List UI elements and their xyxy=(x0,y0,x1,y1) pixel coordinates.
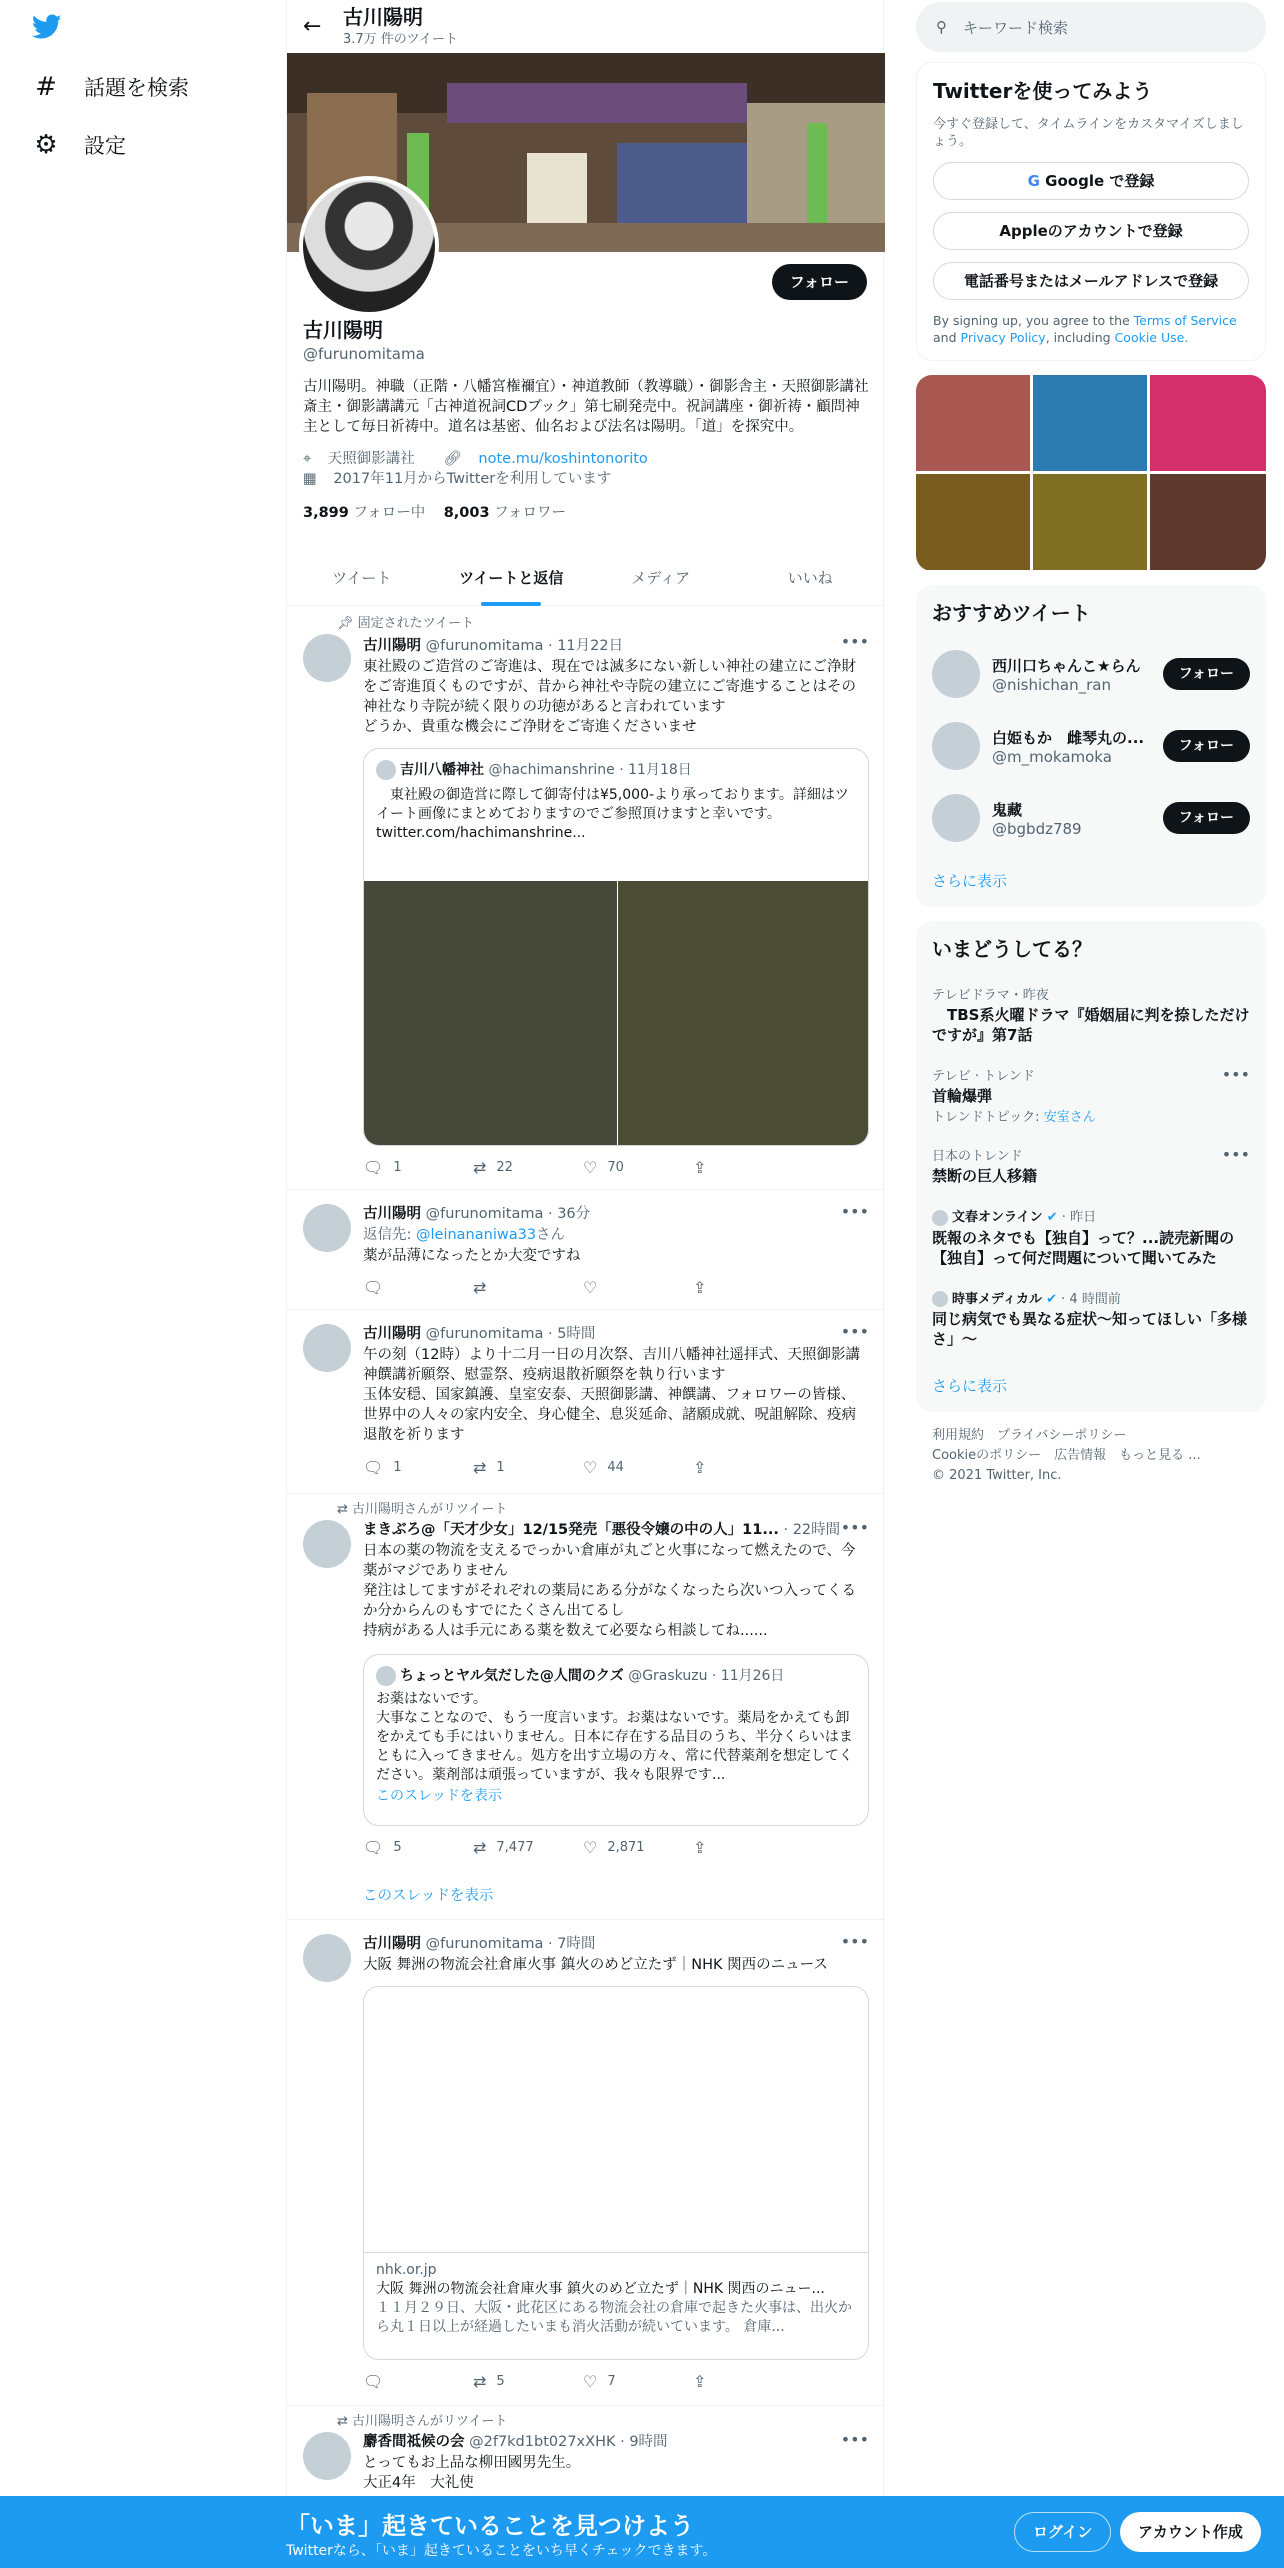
tweet-link-card[interactable]: ••• 古川陽明 @furunomitama · 7時間 大阪 舞洲の物流会社倉庫火事 鎮火のめど立たず｜NHK 関西のニュース nhk.or.jp 大阪 舞洲の物流会社倉庫火事 鎮火のめど立たず｜NHK 関西のニュー... １１月２９日、大阪・此花区にある物流会社の倉庫で起きた火事は、出火から丸１日以上が経過したいまも消火活動が続いています。 倉庫... 🗨︎ ⇄ 5 ♡ 7 ⇪ xyxy=(287,1920,885,2406)
following-link[interactable]: 3,899 フォロー中 xyxy=(303,505,426,521)
avatar xyxy=(932,722,980,770)
suggested-box xyxy=(916,585,1266,907)
google-signup-button[interactable]: G Google で登録 xyxy=(933,162,1249,200)
quoted-tweet[interactable] xyxy=(363,1654,869,1826)
retweet-icon: ⇄ xyxy=(337,2414,353,2429)
follow-button[interactable]: フォロー xyxy=(772,264,867,300)
share-button[interactable] xyxy=(693,1158,803,1177)
reply-icon: 🗨︎ xyxy=(363,1838,384,1857)
retweet-button[interactable]: ⇄ 22 xyxy=(473,1158,513,1177)
avatar[interactable] xyxy=(303,1934,351,1982)
tweet-text: とってもお上品な柳田國男先生。 大正4年 大礼使 xyxy=(363,2455,581,2491)
card-domain: nhk.or.jp xyxy=(376,2262,437,2278)
pin-icon: 📌︎ xyxy=(337,616,358,631)
search-input[interactable]: ⚲ キーワード検索 xyxy=(916,2,1266,52)
heart-icon: ♡ xyxy=(583,2372,598,2391)
photo-tile[interactable] xyxy=(1150,375,1266,471)
tweet-header: 古川陽明 @furunomitama · 11月22日 xyxy=(363,638,624,654)
tweet-actions xyxy=(363,1458,803,1477)
reply-button[interactable]: 🗨︎ 5 xyxy=(363,1838,402,1857)
follow-stats xyxy=(303,501,869,522)
tweet-actions xyxy=(363,2372,803,2391)
verified-icon: ✔ xyxy=(1046,1291,1058,1307)
tweet-text: 日本の薬の物流を支えるでっかい倉庫が丸ごと火事になって燃えたので、今薬がマジでありません 発注はしてますがそれぞれの薬局にある分がなくなったら次いつ入ってくるか分からんのもすでにたくさん出てるし 持病がある人は手元にある薬を数えて必要なら相談してね...... xyxy=(363,1543,856,1639)
reply-icon: 🗨︎ xyxy=(363,1458,384,1477)
gear-icon: ⚙ xyxy=(34,130,58,160)
profile-handle: @furunomitama xyxy=(303,345,425,363)
signup-button[interactable]: アカウント作成 xyxy=(1120,2512,1261,2552)
retweet-button[interactable]: ⇄ 5 xyxy=(473,2372,505,2391)
reply-button[interactable]: 🗨︎ 1 xyxy=(363,1458,402,1477)
nav-explore[interactable]: # 話題を検索 xyxy=(0,58,286,116)
retweet-icon: ⇄ xyxy=(337,1502,353,1517)
more-icon[interactable]: ••• xyxy=(840,1932,869,1951)
avatar xyxy=(376,1666,396,1686)
tweet-actions xyxy=(363,1278,803,1297)
show-thread-link[interactable]: このスレッドを表示 xyxy=(363,1888,494,1904)
tweet-retweeted[interactable]: ⇄ 古川陽明さんがリツイート ••• まきぶろ@「天才少女」12/15発売「悪役令嬢の中の人」11... · 22時間 日本の薬の物流を支えるでっかい倉庫が丸ごと火事になって燃えたので、今薬がマジでありません 発注はしてますがそれぞれの薬局にある分がなくなったら次いつ入ってくるか分からんのもすでにたくさん出てるし 持病がある人は手元にある薬を数えて必要なら相談してね...... ちょっとヤル気だした@人間のクズ @Graskuzu · 11月26日 お薬はないです。 大事なことなので、もう一度言います。お薬はないです。薬局をかえても卸をかえても手にはいりません。日本に存在する品目のうち、半分くらいはまともに入ってきません。処方を出す立場の方々、常に代替薬剤を想定してください。薬剤部は頑張っていますが、我々も限界です... このスレッドを表示 🗨︎ 5 ⇄ 7,477 ♡ 2,871 ⇪ このスレッドを表示 xyxy=(287,1494,885,1920)
main-column xyxy=(286,0,884,2568)
avatar xyxy=(932,1210,948,1226)
photo-tile[interactable] xyxy=(1033,474,1147,570)
trends-title: いまどうしてる？ xyxy=(932,937,1092,961)
more-icon[interactable]: ••• xyxy=(1221,1065,1250,1084)
like-button[interactable]: ♡ 2,871 xyxy=(583,1838,645,1857)
quote-image-2[interactable] xyxy=(618,881,869,1146)
link-card[interactable] xyxy=(363,1986,869,2360)
profile-meta xyxy=(303,449,869,489)
share-button[interactable] xyxy=(693,1278,803,1297)
reply-button[interactable] xyxy=(363,2372,473,2391)
quote-image-1[interactable] xyxy=(364,881,617,1146)
hashtag-icon: # xyxy=(35,72,57,102)
suggested-user[interactable]: 西川口ちゃんこ★らん @nishichan_ran フォロー xyxy=(916,638,1266,710)
heart-icon: ♡ xyxy=(583,1278,598,1297)
reply-context: 返信先: @leinananiwa33さん xyxy=(363,1227,566,1243)
retweet-icon: ⇄ xyxy=(473,2372,487,2391)
joined-date: ▦ 2017年11月からTwitterを利用しています xyxy=(303,471,612,487)
photo-grid[interactable] xyxy=(916,375,1266,571)
location: ⌖ 天照御影講社 xyxy=(303,451,415,467)
profile-link[interactable]: 🔗︎ note.mu/koshintonorito xyxy=(443,451,648,467)
avatar xyxy=(932,1291,948,1307)
avatar[interactable] xyxy=(303,1324,351,1372)
retweet-button[interactable]: ⇄ 7,477 xyxy=(473,1838,534,1857)
header-name: 古川陽明 xyxy=(343,5,423,29)
heart-icon: ♡ xyxy=(583,1838,598,1857)
avatar[interactable] xyxy=(303,2432,351,2480)
suggested-title: おすすめツイート xyxy=(932,601,1091,625)
photo-tile[interactable] xyxy=(1150,474,1266,570)
reply-icon: 🗨︎ xyxy=(363,1278,384,1297)
tweet-retweeted[interactable]: ⇄ 古川陽明さんがリツイート ••• 麝香間祗候の会 @2f7kd1bt027xXHK · 9時間 とってもお上品な柳田國男先生。 大正4年 大礼使 xyxy=(287,2406,885,2496)
like-button[interactable]: ♡ 70 xyxy=(583,1158,624,1177)
tweet-text: 大阪 舞洲の物流会社倉庫火事 鎮火のめど立たず｜NHK 関西のニュース xyxy=(363,1957,828,1973)
profile-bio: 古川陽明。神職（正階・八幡宮権禰宜）・神道教師（教導職）・御影舎主・天照御影講社斎主・御影講講元「古神道祝詞CDブック」第七刷発売中。祝詞講座・御祈祷・顧問神主として毎日祈祷中。道名は基密、仙名および法名は陽明。「道」を探究中。 xyxy=(303,379,869,435)
more-icon[interactable]: ••• xyxy=(840,2430,869,2449)
tab-tweets[interactable]: ツイート xyxy=(332,569,392,587)
more-icon[interactable]: ••• xyxy=(840,1518,869,1537)
photo-tile[interactable] xyxy=(916,474,1030,570)
reply-button[interactable]: 🗨︎ 1 xyxy=(363,1158,402,1177)
reply-icon: 🗨︎ xyxy=(363,2372,384,2391)
suggested-user[interactable]: 鬼藏 @bgbdz789 フォロー xyxy=(916,782,1266,854)
more-icon[interactable]: ••• xyxy=(840,1202,869,1221)
card-description: １１月２９日、大阪・此花区にある物流会社の倉庫で起きた火事は、出火から丸１日以上が経過したいまも消火活動が続いています。 倉庫... xyxy=(376,2300,852,2335)
phone-signup-button[interactable]: 電話番号またはメールアドレスで登録 xyxy=(933,262,1249,300)
signup-title: Twitterを使ってみよう xyxy=(933,79,1153,103)
retweeted-label: ⇄ 古川陽明さんがリツイート xyxy=(337,1502,508,1517)
profile-info xyxy=(303,314,869,522)
like-button[interactable] xyxy=(583,1278,693,1297)
tab-likes[interactable]: いいね xyxy=(787,569,833,587)
link-icon: 🔗︎ xyxy=(443,451,467,467)
news-item[interactable]: 文春オンライン ✔ · 昨日 既報のネタでも【独自】って？...読売新聞の【独自】って何だ問題について聞いてみた xyxy=(932,1210,1235,1267)
photo-tile[interactable] xyxy=(916,375,1030,471)
card-title: 大阪 舞洲の物流会社倉庫火事 鎮火のめど立たず｜NHK 関西のニュー... xyxy=(376,2281,825,2297)
login-button[interactable]: ログイン xyxy=(1014,2512,1111,2552)
quote-text: お薬はないです。 大事なことなので、もう一度言います。お薬はないです。薬局をかえても卸をかえても手にはいりません。日本に存在する品目のうち、半分くらいはまともに入ってきません。処方を出す立場の方々、常に代替薬剤を想定してください。薬剤部は頑張っていますが、我々も限界です... xyxy=(376,1691,853,1783)
retweet-icon: ⇄ xyxy=(473,1458,487,1477)
reply-button[interactable] xyxy=(363,1278,473,1297)
trend-item[interactable]: テレビ · トレンド 首輪爆弾 トレンドトピック: 安室さん ••• xyxy=(932,1065,1250,1125)
quote-header: 吉川八幡神社 @hachimanshrine · 11月18日 xyxy=(364,749,868,786)
share-icon: ⇪ xyxy=(693,1278,707,1297)
show-more-link[interactable]: さらに表示 xyxy=(932,872,1008,890)
pinned-label: 📌︎ 固定されたツイート xyxy=(337,616,474,631)
follow-button[interactable]: フォロー xyxy=(1163,658,1250,690)
tweet-item[interactable]: ••• 古川陽明 @furunomitama · 5時間 午の刻（12時）より十二月一日の月次祭、吉川八幡神社遥拝式、天照御影講神饌講祈願祭、慰霊祭、疫病退散祈願祭を執り行います 玉体安穏、国家鎮護、皇室安泰、天照御影講、神饌講、フォロワーの皆様、世界中の人々の家内安全、身心健全、息災延命、諸願成就、呪詛解除、疫病退散を祈ります 🗨︎ 1 ⇄ 1 ♡ 44 ⇪ xyxy=(287,1310,885,1494)
like-button[interactable]: ♡ 44 xyxy=(583,1458,624,1477)
tab-tweets-and-replies[interactable]: ツイートと返信 xyxy=(437,553,587,605)
retweeted-label: ⇄ 古川陽明さんがリツイート xyxy=(337,2414,508,2429)
profile-tabs xyxy=(287,553,885,606)
tweet-actions xyxy=(363,1158,803,1177)
profile-name: 古川陽明 xyxy=(303,318,383,342)
retweet-button[interactable]: ⇄ 1 xyxy=(473,1458,505,1477)
more-icon[interactable]: ••• xyxy=(1221,1145,1250,1164)
avatar xyxy=(932,794,980,842)
quote-header: ちょっとヤル気だした@人間のクズ @Graskuzu · 11月26日 xyxy=(376,1665,856,1686)
signup-banner xyxy=(0,2496,1284,2568)
header-tweet-count: 3.7万 件のツイート xyxy=(343,32,458,47)
avatar xyxy=(376,760,396,780)
heart-icon: ♡ xyxy=(583,1158,598,1177)
avatar xyxy=(932,650,980,698)
quoted-tweet[interactable] xyxy=(363,748,869,1146)
suggested-user[interactable]: 白姫もか 雌琴丸の... @m_mokamoka フォロー xyxy=(916,710,1266,782)
share-icon: ⇪ xyxy=(693,1458,707,1477)
calendar-icon: ▦ xyxy=(303,471,322,487)
trends-box xyxy=(916,921,1266,1412)
reply-icon: 🗨︎ xyxy=(363,1158,384,1177)
share-button[interactable] xyxy=(693,1838,803,1857)
follow-button[interactable]: フォロー xyxy=(1163,730,1250,762)
terms-text: By signing up, you agree to the Terms of Service and Privacy Policy, including Cookie Use. xyxy=(933,313,1237,345)
share-icon: ⇪ xyxy=(693,2372,707,2391)
right-sidebar xyxy=(916,0,1266,1500)
retweet-button[interactable] xyxy=(473,1278,583,1297)
more-icon[interactable]: ••• xyxy=(840,632,869,651)
footer-links: 利用規約 プライバシーポリシー Cookieのポリシー 広告情報 もっと見る ... © 2021 Twitter, Inc. xyxy=(932,1428,1201,1483)
tweet-text: 東社殿のご造営のご寄進は、現在では滅多にない新しい神社の建立にご浄財をご寄進頂くものですが、昔から神社や寺院の建立にご寄進することはその神社なり寺院が続く限りの功徳があると言われています どうか、貴重な機会にご浄財をご寄進くださいませ xyxy=(363,659,856,735)
search-icon: ⚲ xyxy=(936,18,947,36)
heart-icon: ♡ xyxy=(583,1458,598,1477)
left-nav xyxy=(0,0,286,174)
tab-media[interactable]: メディア xyxy=(631,569,691,587)
news-item[interactable]: 時事メディカル ✔ · 4 時間前 同じ病気でも異なる症状～知ってほしい「多様さ」～ xyxy=(932,1291,1248,1348)
nav-settings[interactable]: ⚙ 設定 xyxy=(0,116,286,174)
link-card-image xyxy=(364,1987,868,2253)
tweet-reply[interactable]: ••• 古川陽明 @furunomitama · 36分 返信先: @leinananiwa33さん 薬が品薄になったとか大変ですね 🗨︎ ⇄ ♡ ⇪ xyxy=(287,1190,885,1310)
retweet-icon: ⇄ xyxy=(473,1838,487,1857)
tweet-actions xyxy=(363,1838,803,1857)
tweet-text: 午の刻（12時）より十二月一日の月次祭、吉川八幡神社遥拝式、天照御影講神饌講祈願祭、慰霊祭、疫病退散祈願祭を執り行います 玉体安穏、国家鎮護、皇室安泰、天照御影講、神饌講、フォロワーの皆様、世界中の人々の家内安全、身心健全、息災延命、諸願成就、呪詛解除、疫病退散を祈ります xyxy=(363,1347,860,1443)
share-button[interactable] xyxy=(693,2372,803,2391)
retweet-icon: ⇄ xyxy=(473,1278,487,1297)
avatar[interactable] xyxy=(303,634,351,682)
avatar[interactable] xyxy=(303,1204,351,1252)
banner-subtitle: Twitterなら、「いま」起きていることをいち早くチェックできます。 xyxy=(286,2543,717,2559)
tweet-pinned[interactable] xyxy=(287,606,885,1190)
profile-header xyxy=(287,0,883,53)
location-pin-icon: ⌖ xyxy=(303,451,316,467)
share-icon: ⇪ xyxy=(693,1158,707,1177)
avatar[interactable] xyxy=(303,1520,351,1568)
like-button[interactable]: ♡ 7 xyxy=(583,2372,616,2391)
photo-tile[interactable] xyxy=(1033,375,1147,471)
apple-signup-button[interactable]: Appleのアカウントで登録 xyxy=(933,212,1249,250)
follow-button[interactable]: フォロー xyxy=(1163,802,1250,834)
signup-box: Twitterを使ってみよう 今すぐ登録して、タイムラインをカスタマイズしましょう。 G Google で登録 Appleのアカウントで登録 電話番号またはメールアドレスで登録 By signing up, you agree to the Terms of Service and Privacy Policy, including Cookie Use. xyxy=(916,62,1266,361)
more-icon[interactable]: ••• xyxy=(840,1322,869,1341)
trend-item[interactable]: 日本のトレンド 禁断の巨人移籍 ••• xyxy=(932,1145,1250,1185)
tweet-text: 薬が品薄になったとか大変ですね xyxy=(363,1248,581,1264)
profile-avatar[interactable] xyxy=(299,176,439,316)
share-icon: ⇪ xyxy=(693,1838,707,1857)
followers-link[interactable]: 8,003 フォロワー xyxy=(443,505,566,521)
share-button[interactable] xyxy=(693,1458,803,1477)
banner-title: 「いま」起きていることを見つけよう xyxy=(286,2512,694,2540)
twitter-logo-icon[interactable] xyxy=(0,0,286,58)
verified-icon: ✔ xyxy=(1046,1210,1058,1225)
show-more-link[interactable]: さらに表示 xyxy=(932,1377,1008,1395)
show-thread-link[interactable]: このスレッドを表示 xyxy=(376,1788,502,1804)
trend-item[interactable]: テレビドラマ・昨夜 TBS系火曜ドラマ『婚姻届に判を捺しただけですが』第7話 xyxy=(932,988,1250,1044)
back-arrow-icon[interactable]: ← xyxy=(303,14,322,39)
quote-text: 東社殿の御造営に際して御寄付は¥5,000-より承っております。詳細はツイート画像にまとめておりますのでご参照頂けますと幸いです。 twitter.com/hachimanshrine... xyxy=(376,787,849,841)
google-icon: G xyxy=(1027,172,1046,190)
retweet-icon: ⇄ xyxy=(473,1158,487,1177)
